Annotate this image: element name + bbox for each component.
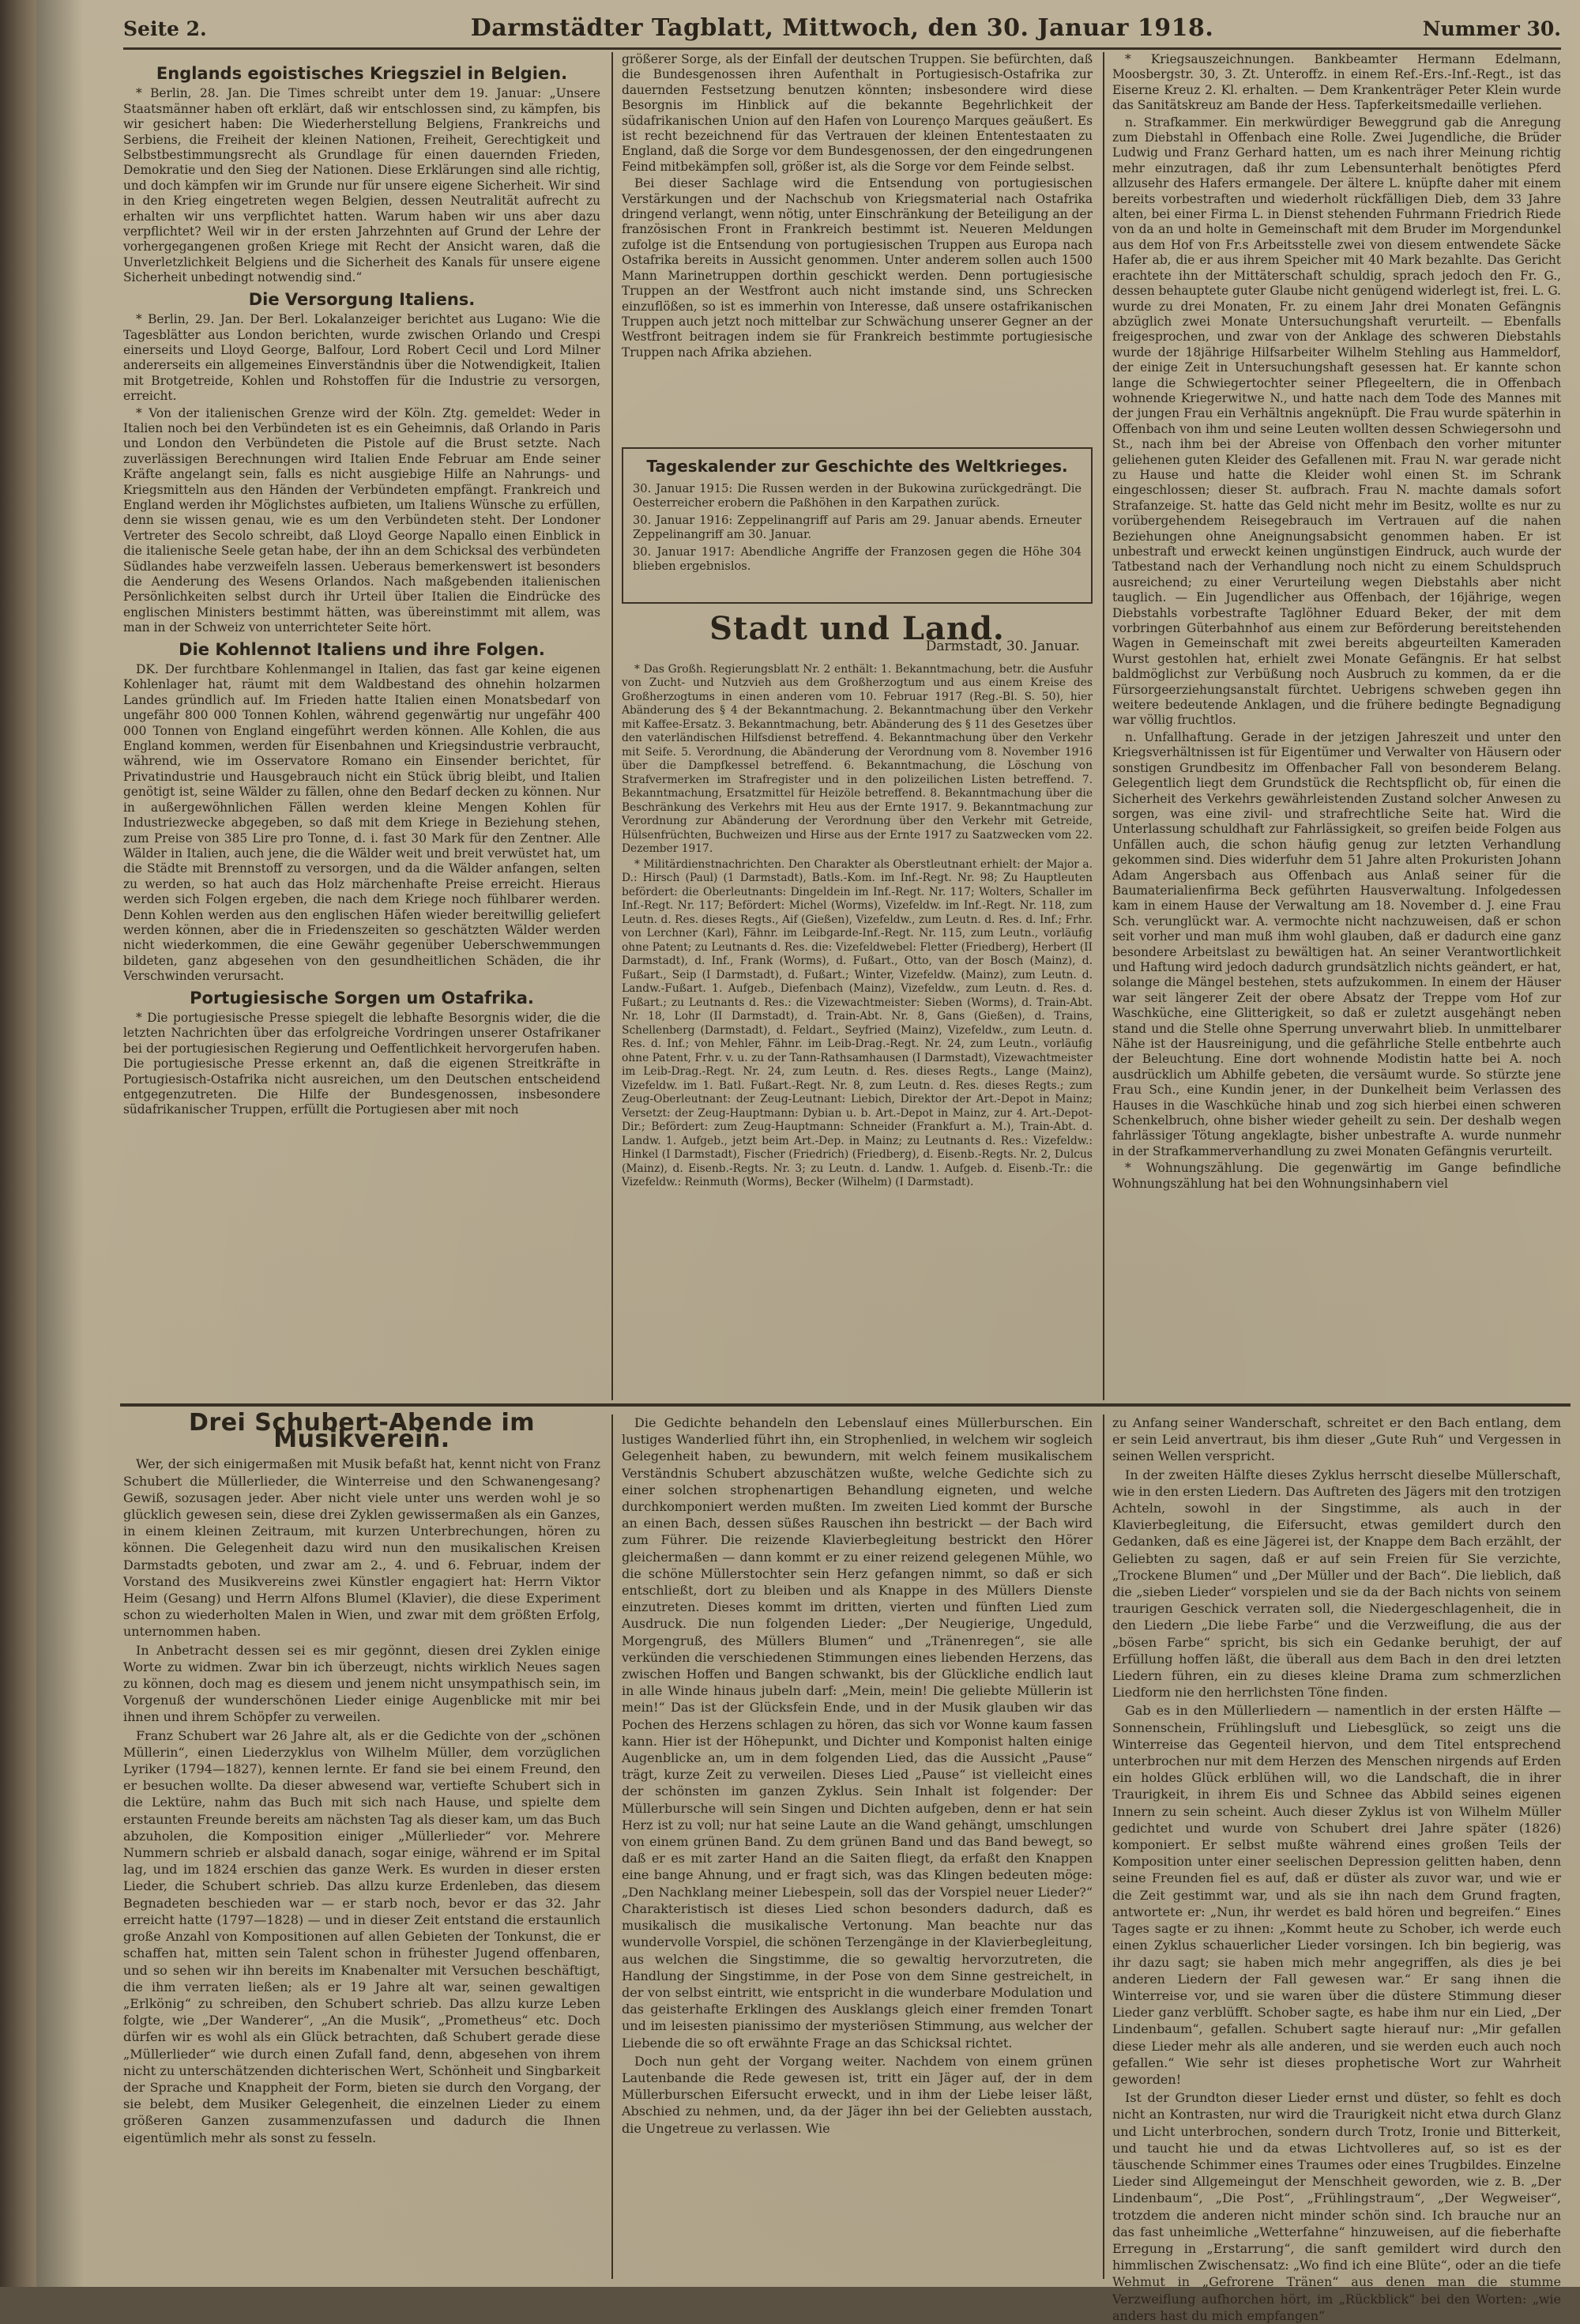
newspaper-page: [36, 0, 1580, 2323]
article-paragraph: * Das Großh. Regierungsblatt Nr. 2 enthält: 1. Bekanntmachung, betr. die Ausfuhr von Zucht- und Nutzvieh aus dem Großherzogtum und aus einem Kreise des Großherzogtums in einen anderen vom 10. Februar 1917 (Reg.-Bl. S. 50), hier Abänderung des § 4 der Bekanntmachung. 2. Bekanntmachung über den Verkehr mit Kaffee-Ersatz. 3. Bekanntmachung, betr. Abänderung des § 11 des Gesetzes über den vaterländischen Hilfsdienst betreffend. 4. Bekanntmachung über den Verkehr mit Seife. 5. Verordnung, die Abänderung der Verordnung vom 8. November 1916 über die Dampfkessel betreffend. 6. Bekanntmachung, die Löschung von Strafvermerken im Strafregister und in den polizeilichen Listen betreffend. 7. Bekanntmachung, Ersatzmittel für Heizöle betreffend. 8. Bekanntmachung über die Beschränkung des Verkehrs mit Heu aus der Ernte 1917. 9. Bekanntmachung zur Verordnung zur Abänderung der Verordnung über den Verkehr mit Getreide, Hülsenfrüchten, Buchweizen und Hirse aus der Ernte 1917 zu Saatzwecken vom 22. Dezember 1917.: [622, 662, 1093, 856]
masthead: Darmstädter Tagblatt, Mittwoch, den 30. Januar 1918.: [470, 14, 1214, 42]
article-paragraph: Bei dieser Sachlage wird die Entsendung von portugiesischen Verstärkungen und der Nachschub von Kriegsmaterial nach Ostafrika dringend verlangt, wenn nötig, unter Einschränkung der Beteiligung an der französischen Front in Frankreich bestimmt ist. Neueren Meldungen zufolge ist die Entsendung von portugiesischen Truppen aus Europa nach Ostafrika bereits in Aussicht genommen. Unter anderem sollen auch 1500 Mann Marinetruppen dorthin geschickt werden. Denn portugiesische Truppen an der Westfront auch nicht imstande sind, uns Schrecken einzuflößen, so ist es immerhin von Interesse, daß unsere ostafrikanischen Truppen auch jetzt noch mittelbar zur Schwächung unserer Gegner an der Westfront beitragen indem sie für Frankreich bestimmte portugiesische Truppen nach Afrika abziehen.: [622, 176, 1093, 360]
article-title: Portugiesische Sorgen um Ostafrika.: [190, 988, 534, 1008]
article-paragraph: n. Unfallhaftung. Gerade in der jetzigen Jahreszeit und unter den Kriegsverhältnissen ist für Eigentümer und Verwalter von Häusern oder sonstigen Grundbesitz im Offenbacher Fall von besonderem Belang. Gelegentlich liegt dem Grundstück die Rechtspflicht ob, für einen die Sicherheit des Verkehrs gewährleistenden Zustand solcher Anwesen zu sorgen, was eine zivil- und strafrechtliche Seite hat. Wird die Unterlassung schuldhaft zur Fahrlässigkeit, so greifen beide Folgen aus Unfällen auch, die schon häufig genug zur letzten Verhandlung gekommen sind. Dies widerfuhr dem 51 Jahre alten Prokuristen Johann Adam Angersbach aus Offenbach aus Anlaß seiner für die Baumaterialienfirma Beck geführten Hausverwaltung. Infolgedessen kam in einem Hause der Verwaltung am 18. November d. J. eine Frau Sch. verunglückt war. A. vermochte nicht nachzuweisen, daß er schon seit vorher und man muß ihm wohl glauben, daß er dadurch eine ganz besondere Arbeitslast zu bewältigen hat. An seiner Verantwortlichkeit und Haftung wird jedoch dadurch grundsätzlich nichts geändert, er hat, solange die Mängel bestehen, stets aufzukommen. In einem der Häuser war seit längerer Zeit der obere Absatz der Treppe vom Hof zur Waschküche, eine Glitterigkeit, so daß er zuletzt ausgehängt neben stand und die Stelle ohne Sperrung unverwahrt blieb. In unmittelbarer Nähe ist der Hausreinigung, und die gefährliche Stelle entbehrte auch der Beleuchtung. Eine dort wohnende Modistin hatte bei A. noch ausdrücklich um Abhilfe gebeten, die versäumt wurde. So stürzte jene Frau Sch., eine Kundin jener, in der Dunkelheit beim Verlassen des Hauses in die Waschküche hinab und zog sich hierbei einen schweren Schenkelbruch, ohne bisher wieder geheilt zu sein. Der deshalb wegen fahrlässiger Tötung angeklagte, bisher unbestrafte A. wurde nunmehr in der Strafkammerverhandlung zu zwei Monaten Gefängnis verurteilt.: [1112, 729, 1561, 1158]
column-2-lower: [622, 610, 1093, 1397]
column-rule-1: [611, 52, 613, 1400]
column-1: [123, 60, 600, 1397]
feuilleton-paragraph: Die Gedichte behandeln den Lebenslauf eines Müllerburschen. Ein lustiges Wanderlied führt ihn, ein Strophenlied, in welchem wir sogleich Gelegenheit haben, zu bewundern, mit welch feinem musikalischem Verständnis Schubert abzuschätzen wußte, welche Gedichte sich zu einer solchen strophenartigen Behandlung eigneten, und welche durchkomponiert werden mußten. Im zweiten Lied kommt der Bursche an einen Bach, dessen süßes Rauschen ihn bestrickt — der Bach wird zum Führer. Die reizende Klavierbegleitung bestrickt den Hörer gleichermaßen — dann kommt er zu einer reizend gelegenen Mühle, wo die schöne Müllerstochter sein Herz gefangen nimmt, so daß er sich entschließt, dort zu bleiben und als Knappe in des Müllers Dienste einzutreten. Dieses kommt im dritten, vierten und fünften Lied zum Ausdruck. Die nun folgenden Lieder: „Der Neugierige, Ungeduld, Morgengruß, des Müllers Blumen“ und „Tränenregen“, sie alle verkünden die verschiedenen Stimmungen eines liebenden Herzens, das zwischen Hoffen und Bangen schwankt, bis der Glückliche endlich laut in alle Winde hinaus jubeln darf: „Mein, mein! Die geliebte Müllerin ist mein!“ Das ist der Glücksfein Ende, und in der Musik glauben wir das Pochen des Herzens schlagen zu hören, das sich vor Wonne kaum fassen kann. Hier ist der Höhepunkt, und Dichter und Komponist halten einige Augenblicke an, um in dem folgenden Lied, das die Aussicht „Pause“ trägt, kurze Zeit zu verweilen. Dieses Lied „Pause“ ist vielleicht eines der schönsten im ganzen Zyklus. Sein Inhalt ist folgender: Der Müllerbursche will sein Singen und Dichten aufgeben, denn er hat sein Herz ist zu voll; nur hat seine Laute an die Wand gehängt, umschlungen von einem grünen Band. Zu dem grünen Band und das Band bewegt, so daß er es mit zarter Hand an die Saiten fliegt, da erfaßt den Knappen eine bange Ahnung, und er fragt sich, was das Klingen bedeuten möge: „Den Nachklang meiner Liebespein, soll das der Vorspiel neuer Lieder?“ Charakteristisch ist dieses Lied schon besonders dadurch, daß es musikalisch die musikalische Vertonung. Man beachte nur das wundervolle Vorspiel, die schönen Terzengänge in der Klavierbegleitung, aus welchen die Singstimme, die so gewaltig hervorzutreten, die Handlung der Singstimme, in der Pose von dem Sinne gestreichelt, in der von selbst eintritt, wie entspricht in die wunderbare Modulation und das geisterhafte Erklingen des Ausklangs gleich einer fremden Tonart und im leisesten pianissimo der mysteriösen Stimmung, aus welcher der Liebende die so oft erwähnte Frage an das Schicksal richtet.: [622, 1415, 1093, 2051]
article-title: Die Kohlennot Italiens und ihre Folgen.: [179, 639, 545, 659]
schubert-column-3: [1112, 1414, 1561, 2323]
article-paragraph: DK. Der furchtbare Kohlenmangel in Italien, das fast gar keine eigenen Kohlenlager hat, räumt mit dem Waldbestand des ohnehin holzarmen Landes gründlich auf. Im Frieden hatte Italien einen Monatsbedarf von ungefähr 800 000 Tonnen Kohlen, während gegenwärtig nur ungefähr 400 000 Tonnen von England eingeführt werden können. Alle Kohlen, die aus England kommen, werden für Eisenbahnen und Kriegsindustrie verbraucht, während, wie im Osservatore Romano ein Einsender berichtet, für Privatindustrie und Hausgebrauch nicht ein Stück übrig bleibt, und Italien genötigt ist, seine Wälder zu fällen, ohne den Bedarf decken zu können. Nur in außergewöhnlichen Fällen werden kleine Mengen Kohlen für Industriezwecke abgegeben, so daß mit dem Kriege in Beziehung stehen, zum Preise von 385 Lire pro Tonne, d. i. fast 30 Mark für den Zentner. Alle Wälder in Italien, auch jene, die die Wälder weit und breit verwüstet hat, um die Städte mit Brennstoff zu versorgen, und da die Wälder anfangen, selten zu werden, so hat auch das Holz märchenhafte Preise erreicht. Hieraus werden sich Folgen ergeben, die nach dem Kriege noch fühlbarer werden. Denn Kohlen werden aus den englischen Häfen wieder bereitwillig geliefert werden können, aber die in Friedenszeiten so geschätzten Wälder werden nicht wiederkommen, die eine Gewähr gegenüber Ueberschwemmungen bildeten, ganz abgesehen von den gesundheitlichen Schäden, die ihr Verschwinden verursacht.: [123, 662, 600, 984]
calendar-entry: 30. Januar 1916: Zeppelinangriff auf Paris am 29. Januar abends. Erneuter Zeppelinangriff am 30. Januar.: [633, 514, 1082, 541]
article-paragraph: * Wohnungszählung. Die gegenwärtig im Gange befindliche Wohnungszählung hat bei den Wohnungsinhabern viel: [1112, 1161, 1561, 1191]
feuilleton-paragraph: Wer, der sich einigermaßen mit Musik befaßt hat, kennt nicht von Franz Schubert die Müllerlieder, die Winterreise und den Schwanengesang? Gewiß, sozusagen jeder. Aber nicht viele unter uns werden wohl je so glücklich gewesen sein, diese drei Zyklen gewissermaßen als ein Ganzes, in einem kleinen Zeitraum, mit kurzen Unterbrechungen, hören zu können. Die Gelegenheit dazu wird nun den musikalischen Kreisen Darmstadts geboten, und zwar am 2., 4. und 6. Februar, indem der Vorstand des Musikvereins zwei Künstler engagiert hat: Herrn Viktor Heim (Gesang) und Herrn Alfons Blumel (Klavier), die diese Experiment schon zu wiederholten Malen in Wien, und zwar mit dem größten Erfolg, unternommen haben.: [123, 1456, 600, 1640]
calendar-entry: 30. Januar 1915: Die Russen werden in der Bukowina zurückgedrängt. Die Oesterreicher erobern die Paßhöhen in den Karpathen zurück.: [633, 482, 1082, 510]
feuilleton-paragraph: Ist der Grundton dieser Lieder ernst und düster, so fehlt es doch nicht an Kontrasten, nur wird die Traurigkeit nicht etwa durch Glanz und Licht unterbrochen, sondern durch Trotz, Ironie und Bitterkeit, und taucht hie und da etwas Lichtvolleres auf, so ist es der täuschende Schimmer eines Traumes oder eines Trugbildes. Einzelne Lieder sind Allgemeingut der Menschheit geworden, wie z. B. „Der Lindenbaum“, „Die Post“, „Frühlingstraum“, „Der Wegweiser“, trotzdem die anderen nicht minder schön sind. Ich brauche nur an das fast unheimliche „Wetterfahne“ hinzuweisen, auf die fieberhafte Erregung in „Erstarrung“, die sanft gemildert wird durch den himmlischen Zwischensatz: „Wo find ich eine Blüte“, oder an die tiefe Wehmut in „Gefrorene Tränen“ aus denen man die stumme Verzweiflung aufhorchen hört, im „Rückblick“ bei den Worten: „wie anders hast du mich empfangen“: [1112, 2090, 1561, 2323]
feuilleton-paragraph: In Anbetracht dessen sei es mir gegönnt, diesen drei Zyklen einige Worte zu widmen. Zwar bin ich überzeugt, nichts wirklich Neues sagen zu können, doch mag es diesem und jenem nicht unsympathisch sein, im Vorgenuß der wunderschönen Lieder einige Augenblicke mit mir bei ihnen und ihrem Schöpfer zu verweilen.: [123, 1642, 600, 1725]
article-paragraph: * Militärdienstnachrichten. Den Charakter als Oberstleutnant erhielt: der Major a. D.: Hirsch (Paul) (1 Darmstadt), Batls.-Kom. im Inf.-Regt. Nr. 98; Zu Hauptleuten befördert: die Oberleutnants: Dingeldein im Inf.-Regt. Nr. 117; Wolters, Schaller im Inf.-Regt. Nr. 117; Befördert: Michel (Worms), Vizefeldw. im Inf.-Regt. Nr. 118, zum Leutn. d. Res. dieses Regts., Aif (Gießen), Vizefeldw., zum Leutn. d. Res. d. Inf.; Frhr. von Lerchner (Karl), Fähnr. im Leibgarde-Inf.-Regt. Nr. 115, zum Leutn., vorläufig ohne Patent; zu Leutnants d. Res. die: Vizefeldwebel: Fletter (Friedberg), Herbert (II Darmstadt), d. Inf., Frank (Worms), d. Fußart., Otto, van der Bosch (Mainz), d. Fußart., Seip (I Darmstadt), d. Fußart.; Winter, Vizefeldw. (Mainz), zum Leutn. d. Landw.-Fußart. 1. Aufgeb., Diefenbach (Mainz), Vizefeldw., zum Leutn. d. Res. d. Fußart.; zu Leutnants d. Res.: die Vizewachtmeister: Sieben (Worms), d. Train-Abt. Nr. 18, Lohr (II Darmstadt), d. Train-Abt. Nr. 8, Gans (Gießen), d. Trains, Schellenberg (Darmstadt), d. Feldart., Seyfried (Mainz), Vizefeldw., zum Leutn. d. Res. d. Inf.; von Mehler, Fähnr. im Leib-Drag.-Regt. Nr. 24, zum Leutn., vorläufig ohne Patent, Frhr. v. u. zu der Tann-Rathsamhausen (I Darmstadt), Vizewachtmeister im Leib-Drag.-Regt. Nr. 24, zum Leutn. d. Res. dieses Regts., Lange (Mainz), Vizefeldw. im 1. Batl. Fußart.-Regt. Nr. 8, zum Leutn. d. Res. dieses Regts.; zum Zeug-Oberleutnant: der Zeug-Leutnant: Liebich, Direktor der Art.-Depot in Mainz; Versetzt: der Zeug-Hauptmann: Dybian u. b. Art.-Depot in Mainz, zur 4. Art.-Depot-Dir.; Befördert: zum Zeug-Hauptmann: Schneider (Frankfurt a. M.), Train-Abt. d. Landw. 1. Aufgeb., jetzt beim Art.-Dep. in Mainz; zu Leutnants d. Res.: Vizefeldw.: Hinkel (I Darmstadt), Fischer (Friedrich) (Friedberg), d. Eisenb.-Regts. Nr. 2, Dulcus (Mainz), d. Eisenb.-Regts. Nr. 3; zu Leutn. d. Landw. 1. Aufgeb. d. Eisenb.-Tr.: die Vizefeldw.: Reinmuth (Worms), Becker (Wilhelm) (I Darmstadt).: [622, 857, 1093, 1189]
article-paragraph: * Berlin, 29. Jan. Der Berl. Lokalanzeiger berichtet aus Lugano: Wie die Tagesblätter aus London berichten, wurde zwischen Orlando und Crespi einerseits und Lloyd George, Balfour, Lord Robert Cecil und Lord Milner andererseits ein allgemeines Einverständnis über die Notwendigkeit, Italien mit Brotgetreide, Kohlen und Rohstoffen für die Industrie zu versorgen, erreicht.: [123, 312, 600, 404]
page-header: [123, 11, 1561, 50]
feuilleton-paragraph: Gab es in den Müllerliedern — namentlich in der ersten Hälfte — Sonnenschein, Frühlingsluft und Liebesglück, so zeigt uns die Winterreise das Gegenteil hiervon, und dem Titel entsprechend unterbrochen nur mit dem Herzen des Menschen nirgends auf Erden ein holdes Glück erblühen will, wo die Landschaft, die in ihrer Traurigkeit, in ihrem Eis und Schnee das Abbild seines eigenen Innern zu sein scheint. Auch dieser Zyklus ist von Wilhelm Müller gedichtet und wurde von Schubert drei Jahre später (1826) komponiert. Er selbst mußte während eines großen Teils der Komposition unter einer seelischen Depression gelitten haben, denn seine Freunden fiel es auf, daß er düster als zuvor war, und wie er die Zeit gestimmt war, und als sie ihn nach dem Grund fragten, antwortete er: „Nun, ihr werdet es bald hören und begreifen.“ Eines Tages sagte er zu ihnen: „Kommt heute zu Schober, ich werde euch einen Zyklus schauerlicher Lieder vorsingen. Ich bin begierig, was ihr dazu sagt; sie haben mich mehr angegriffen, als dies je bei anderen Liedern der Fall gewesen war.“ Er sang ihnen die Winterreise vor, und sie waren über die düstere Stimmung dieser Lieder ganz verblüfft. Schober sagte, es habe ihm nur ein Lied, „Der Lindenbaum“, gefallen. Schubert sagte hierauf nur: „Mir gefallen diese Lieder mehr als alle anderen, und sie werden euch auch noch gefallen.“ Wie sehr ist dieses prophetische Wort zur Wahrheit geworden!: [1112, 1703, 1561, 2087]
page-label: Seite 2.: [123, 17, 207, 40]
column-2-upper: [622, 52, 1093, 443]
feuilleton-paragraph: Doch nun geht der Vorgang weiter. Nachdem von einem grünen Lautenbande die Rede gewesen ist, tritt ein Jäger auf, der in dem Müllerburschen Eifersucht erweckt, und in ihm der Liebe leiser läßt, Abschied zu nehmen, und, da der Jäger ihn bei der Geliebten ausstach, die Ungetreue zu verlassen. Wie: [622, 2053, 1093, 2136]
dateline: Darmstadt, 30. Januar.: [925, 638, 1080, 655]
feuilleton-rule-2: [1103, 1414, 1104, 2279]
feuilleton-title: Drei Schubert-Abende im Musikverein.: [189, 1409, 535, 1454]
calendar-entry: 30. Januar 1917: Abendliche Angriffe der Franzosen gegen die Höhe 304 blieben ergebnislos.: [633, 545, 1082, 573]
calendar-title: Tageskalender zur Geschichte des Weltkrieges.: [646, 457, 1068, 476]
feuilleton-paragraph: In der zweiten Hälfte dieses Zyklus herrscht dieselbe Müllerschaft, wie in den ersten Liedern. Das Auftreten des Jägers mit den trotzigen Achteln, sowohl in der Singstimme, als auch in der Klavierbegleitung, die Eifersucht, etwas gemildert durch den Gedanken, daß es eine Jägerei ist, der Knappe dem Bach erzählt, der Geliebten zu sagen, daß er auf sein Freien für Sie verzichte, „Trockene Blumen“ und „Der Müller und der Bach“. Die lieblich, daß die „sieben Lieder“ vorspielen und sie da der Bach nichts von seinem traurigen Geschick verraten soll, die Niedergeschlagenheit, die in den Liedern „Die liebe Farbe“ und die Verzweiflung, die aus der „bösen Farbe“ spricht, bis sich ein Gedanke beruhigt, der auf Erfüllung hoffen läßt, die überall aus dem Bach in den drei letzten Liedern führen, ein zu dieses kleine Drama zum schmerzlichen Liedform nie den herrlichsten Töne finden.: [1112, 1467, 1561, 1701]
column-rule-2: [1103, 52, 1104, 1400]
article-paragraph: * Von der italienischen Grenze wird der Köln. Ztg. gemeldet: Weder in Italien noch bei den Verbündeten ist es ein Geheimnis, daß Orlando in Paris und London den Verbündeten die Pistole auf die Brust setzte. Nach zuverlässigen Berechnungen wird Italien Ende Februar am Ende seiner Kräfte angelangt sein, falls es nicht ausgiebige Hilfe an Nahrungs- und Kriegsmitteln aus den Händen der Verbündeten empfängt. Frankreich und England werden ihr Möglichstes aufbieten, um Italiens Wünsche zu erfüllen, denn sie wissen genau, wie es um den Verbündeten steht. Der Londoner Vertreter des Secolo schreibt, daß Lloyd George Napallo einen Einblick in die italienische Seele getan habe, der ihn an dem Schicksal des verbündeten Südlandes habe verzweifeln lassen. Ueberaus bemerkenswert ist besonders die Aenderung des Wesens Orlandos. Nach maßgebenden italienischen Persönlichkeiten selbst durch ihr Urteil über Italien die Eindrücke des englischen Ministers bestimmt hätten, was übereinstimmt mit allem, was man in der Schweiz von unterrichteter Seite hört.: [123, 405, 600, 635]
issue-number: Nummer 30.: [1422, 17, 1561, 40]
article-paragraph: * Kriegsauszeichnungen. Bankbeamter Hermann Edelmann, Moosbergstr. 30, 3. Zt. Unteroffz. in einem Ref.-Ers.-Inf.-Regt., ist das Eiserne Kreuz 2. Kl. erhalten. — Dem Krankenträger Peter Klein wurde das Sanitätskreuz am Bande der Hess. Tapferkeitsmedaille verliehen.: [1112, 52, 1561, 113]
book-binding: [0, 0, 36, 2287]
column-3: [1112, 52, 1561, 1397]
article-paragraph: * Die portugiesische Presse spiegelt die lebhafte Besorgnis wider, die die letzten Nachrichten über das erfolgreiche Vordringen unserer Ostafrikaner bei der portugiesischen Regierung und Oeffentlichkeit hervorgerufen haben. Die portugiesische Presse erkennt an, daß die eigenen Streitkräfte in Portugiesisch-Ostafrika nicht ausreichen, um den Deutschen entscheidend entgegenzutreten. Die Hilfe der Bundesgenossen, insbesondere südafrikanischer Truppen, erfüllt die Portugiesen aber mit noch: [123, 1010, 600, 1117]
feuilleton-rule: [120, 1403, 1571, 1407]
article-title: Die Versorgung Italiens.: [248, 289, 476, 309]
section-title-stadt-und-land: Stadt und Land.: [709, 610, 1005, 647]
feuilleton-rule-1: [611, 1414, 613, 2279]
article-paragraph: größerer Sorge, als der Einfall der deutschen Truppen. Sie befürchten, daß die Bundesgenossen ihren Aufenthalt in Portugiesisch-Ostafrika zur dauernden Festsetzung benutzen könnten; insbesondere wird diese Besorgnis im Hinblick auf die bekannte Begehrlichkeit der südafrikanischen Union auf den Hafen von Lourenço Marques geäußert. Es ist recht bezeichnend für das Vertrauen der kleinen Ententestaaten zu England, daß die Sorge vor dem Bundesgenossen, der den eingedrungenen Feind mitbekämpfen soll, größer ist, als die Sorge vor dem Feinde selbst.: [622, 52, 1093, 174]
schubert-column-1: [123, 1409, 600, 2279]
schubert-column-2: [622, 1414, 1093, 2279]
article-paragraph: * Berlin, 28. Jan. Die Times schreibt unter dem 19. Januar: „Unsere Staatsmänner haben oft erklärt, daß wir entschlossen sind, zu kämpfen, bis wir gesichert haben: Die Wiederherstellung Belgiens, Frankreichs und Serbiens, die Freiheit der kleinen Nationen, Freiheit, Gerechtigkeit und Selbstbestimmungsrecht als Grundlage für einen dauernden Frieden, Demokratie und den Sieg der Nationen. Diese Erklärungen sind alle richtig, und doch kämpfen wir im Grunde nur für unsere eigene Sicherheit. Wir sind in den Krieg eingetreten wegen Belgien, dessen Neutralität aufrecht zu erhalten wir uns verpflichtet hatten. Warum haben wir uns aber dazu verpflichtet? Weil wir in der ersten Jahrzehnten auf Grund der Lehre der vorhergegangenen großen Kriege mit Recht der Ansicht waren, daß die Unverletzlichkeit Belgiens und die Sicherheit des Kanals für unsere eigene Sicherheit unbedingt notwendig sind.“: [123, 86, 600, 285]
war-calendar-box: [622, 447, 1093, 604]
article-paragraph: n. Strafkammer. Ein merkwürdiger Beweggrund gab die Anregung zum Diebstahl in Offenbach eine Rolle. Zwei Jugendliche, die Brüder Ludwig und Franz Gerhard hatten, um es nach ihrer Meinung richtig mehr einzutragen, daß ihr zum Lebensunterhalt benötigtes Pferd allzusehr des Hafers ermangele. Der ältere L. knüpfte daher mit einem bereits vorbestraften und wiederholt rückfälligen Dieb, dem 33 Jahre alten, bei einer Firma L. in Dienst stehenden Fuhrmann Friedrich Riede von da an und holte in Gemeinschaft mit dem Bruder im Morgendunkel aus dem Hof von Fr.s Arbeitsstelle zwei von diesem entwendete Säcke Hafer ab, die er aus ihrem Speicher mit 40 Mark bezahlte. Das Gericht erachtete ihn der Mittäterschaft schuldig, sprach jedoch den Fr. G., dessen behauptete guter Glaube nicht genügend widerlegt ist, frei. L. G. wurde zu drei Monaten, Fr. zu einem Jahr drei Monaten Gefängnis abzüglich zwei Monate Untersuchungshaft verurteilt. — Ebenfalls freigesprochen, und zwar von der Anklage des schweren Diebstahls wurde der 18jährige Hilfsarbeiter Wilhelm Stehling aus Hammeldorf, der einige Zeit in Untersuchungshaft gesessen hat. Er kannte schon lange die Schwiegertochter seiner Pflegeeltern, die in Offenbach wohnende Kriegerwitwe N., und hatte nach dem Tode des Mannes mit der jungen Frau ein Verhältnis angeknüpft. Die Frau wurde späterhin in Offenbach von ihm und seine Leuten wollten dessen Schwiegersohn und St., nach ihm bei der Abreise von Offenbach den vorher mitunter geliehenen guten Kleider des Gefallenen mit. Frau N. war gerade nicht zu Hause und hatte die Kleider wohl einen St. im Schrank eingeschlossen; dieser St. aufbrach. Frau N. machte damals sofort Strafanzeige. St. hatte das Geld nicht mehr im Besitz, wollte es nur zu vorübergehendem Reisegebrauch im Vertrauen auf die nahen Beziehungen ohne Aneignungsabsicht genommen haben. Er ist unbestraft und erweckt keinen ungünstigen Eindruck, auch wurde der Tatbestand nach der Verhandlung noch nicht zu einem Schuldspruch ausreichend; zu einer Verurteilung wegen Diebstahls aber nicht tauglich. — Ein Jugendlicher aus Offenbach, der 16jährige, wegen Diebstahls vorbestrafte Taglöhner Eduard Beker, der mit dem vorbringen Güterbahnhof aus einem zur Beförderung bereitstehenden Wagen in Gemeinschaft mit zwei bereits abgeurteilten Kameraden Wurst gestohlen hat, erhielt zwei Monate Gefängnis. Er hat selbst baldmöglichst zur Verbüßung noch Ausbruch zu kommen, da er die Fürsorgeerziehungsanstalt fürchtet. Uebrigens schweben gegen ihn weitere bedeutende Anklagen, und die frühere bedingte Begnadigung war völlig fruchtlos.: [1112, 115, 1561, 728]
feuilleton-paragraph: zu Anfang seiner Wanderschaft, schreitet er den Bach entlang, dem er sein Leid anvertraut, bis ihm dieser „Gute Ruh“ und Vergessen in seinen Wellen verspricht.: [1112, 1415, 1561, 1464]
feuilleton-paragraph: Franz Schubert war 26 Jahre alt, als er die Gedichte von der „schönen Müllerin“, einen Liederzyklus von Wilhelm Müller, dem vorzüglichen Lyriker (1794—1827), kennen lernte. Er fand sie bei einem Freund, den er besuchen wollte. Da dieser abwesend war, vertiefte Schubert sich in die Lektüre, nahm das Buch mit sich nach Hause, und spielte dem erstaunten Freunde bereits am nächsten Tag als dieser kam, um das Buch abzuholen, die Komposition einiger „Müllerlieder“ vor. Mehrere Nummern schrieb er alsbald danach, sogar einige, während er im Spital lag, und im 1824 erschien das ganze Werk. Es wurden in dieser ersten Lieder, die Schubert schrieb. Das allzu kurze Erdenleben, das diesem Begnadeten beschieden war — er starb noch, bevor er das 32. Jahr erreicht hatte (1797—1828) — und in dieser Zeit entstand die erstaunlich große Anzahl von Kompositionen auf allen Gebieten der Tonkunst, die er schaffen hat, mitten sein Talent schon in frühester Jugend offenbaren, und so sehen wir ihn bereits im Knabenalter mit Versuchen beschäftigt, die ihm verraten ließen; als er 19 Jahre alt war, seinen gewaltigen „Erlkönig“ zu schreiben, den Schubert schrieb. Das allzu kurze Leben folgte, wie „Der Wanderer“, „An die Musik“, „Prometheus“ etc. Doch dürfen wir es wohl als ein Glück betrachten, daß Schubert gerade diese „Müllerlieder“ wie durch einen Zufall fand, denn, abgesehen von ihrem nicht zu unterschätzenden dichterischen Wert, Schönheit und Singbarkeit der Sprache und Knappheit der Form, bieten sie durch den Vorgang, der sie belebt, dem Musiker Gelegenheit, die einzelnen Lieder zu einem größeren Ganzen zusammenzufassen und dadurch die Ihnen eigentümlich mehr als sonst zu fesseln.: [123, 1727, 600, 2145]
article-title: Englands egoistisches Kriegsziel in Belgien.: [156, 64, 568, 83]
